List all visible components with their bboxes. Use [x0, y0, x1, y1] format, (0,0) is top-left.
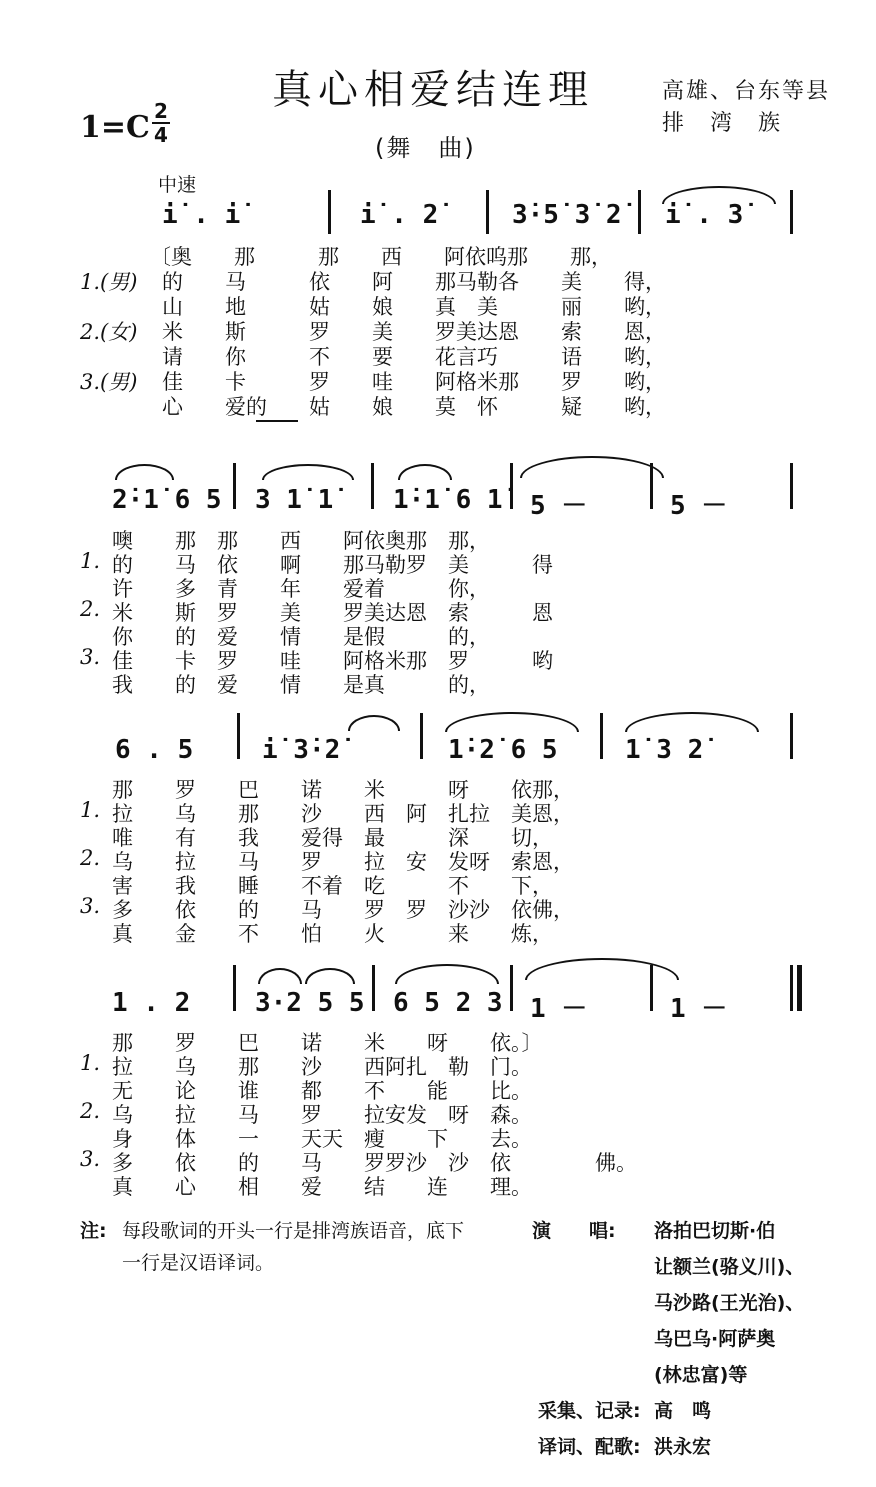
- song-title: 真心相爱结连理: [272, 67, 594, 113]
- barline: [233, 463, 236, 509]
- lyric-line: 真 金 不 怕 火 来 炼，: [112, 922, 553, 946]
- lyric-line: 许 多 青 年 爱着 你，: [112, 577, 490, 601]
- lyric-line: 〔奥 那 那 西 阿依呜那 那，: [150, 245, 612, 269]
- singer-line: 乌巴乌·阿萨奥: [654, 1328, 776, 1350]
- barline: [600, 713, 603, 759]
- lyric-line: 山 地 姑 娘 真 美 丽 哟，: [162, 295, 666, 319]
- song-subtitle: (舞 曲): [375, 134, 476, 162]
- barline: [233, 965, 236, 1011]
- measure-notes: 2̇·1̇ 6 5: [112, 485, 222, 515]
- measure-notes: i̇ 3̇·2̇: [262, 735, 341, 765]
- verse-label: 3.: [80, 645, 101, 669]
- lyric-line: 多 依 的 马 罗 罗 沙沙 依佛，: [112, 898, 574, 922]
- lyric-line: 那 罗 巴 诺 米 呀 依那，: [112, 778, 574, 802]
- barline: [237, 713, 240, 759]
- region-info: [662, 76, 830, 140]
- slur: [262, 464, 354, 480]
- verse-label: 1.: [80, 798, 101, 822]
- region-line-2: 排 湾 族: [662, 111, 783, 136]
- barline: [328, 190, 331, 234]
- lyric-line: 的 马 依 阿 那马勒各 美 得，: [162, 270, 666, 294]
- measure-notes: 6 5 2 3: [393, 988, 503, 1018]
- lyric-line: 佳 卡 罗 哇 阿格米那 罗 哟: [112, 649, 553, 673]
- note-text-2: 一行是汉语译词。: [122, 1252, 275, 1274]
- lyric-line: 无 论 谁 都 不 能 比。: [112, 1079, 532, 1103]
- verse-label: 1.: [80, 1051, 101, 1075]
- translator-name: 洪永宏: [654, 1436, 712, 1458]
- lyric-line: 真 心 相 爱 结 连 理。: [112, 1175, 532, 1199]
- region-line-1: 高雄、台东等县: [662, 79, 831, 104]
- lyric-line: 害 我 睡 不着 吃 不 下，: [112, 874, 553, 898]
- lyric-line: 你 的 爱 情 是假 的，: [112, 625, 490, 649]
- barline: [638, 190, 641, 234]
- measure-notes: 1̇ 3 2̇: [625, 735, 704, 765]
- measure-notes: 1 . 2: [112, 988, 191, 1018]
- lyric-line: 乌 拉 马 罗 拉安发 呀 森。: [112, 1103, 532, 1127]
- measure-notes: 1 －: [670, 994, 728, 1024]
- note-label: 注:: [80, 1220, 107, 1242]
- lyric-line: 请 你 不 要 花言巧 语 哟，: [162, 345, 666, 369]
- lyric-line: 唯 有 我 爱得 最 深 切，: [112, 826, 553, 850]
- slur: [348, 715, 400, 731]
- barline: [510, 463, 513, 509]
- final-barline: [797, 965, 802, 1011]
- measure-notes: 5 －: [670, 491, 728, 521]
- slur: [258, 968, 302, 984]
- lyric-line: 我 的 爱 情 是真 的，: [112, 673, 490, 697]
- time-sig-bottom: 4: [154, 123, 168, 147]
- measure-notes: 1 －: [530, 994, 588, 1024]
- slur: [525, 958, 679, 980]
- measure-notes: 5 －: [530, 491, 588, 521]
- singer-line: (林忠富)等: [654, 1364, 748, 1386]
- measure-3-notes: 3̇·5̇ 3̇ 2̇: [512, 200, 622, 230]
- slur: [115, 464, 174, 480]
- barline: [790, 713, 793, 759]
- slur: [395, 964, 499, 984]
- lyric-line: 拉 乌 那 沙 西 阿 扎拉 美恩，: [112, 802, 574, 826]
- slur: [398, 464, 452, 480]
- time-sig-top: 2: [154, 99, 168, 123]
- barline: [486, 190, 489, 234]
- measure-notes: 1̇·2̇ 6 5: [448, 735, 558, 765]
- note-text-1: 每段歌词的开头一行是排湾族语音，底下: [122, 1220, 465, 1242]
- verse-label: 2.: [80, 597, 101, 621]
- measure-2-notes: i̇ . 2̇: [360, 200, 439, 230]
- measure-notes: 3 1̇ 1̇: [255, 485, 334, 515]
- measure-notes: 3·2 5 5: [255, 988, 365, 1018]
- slur: [305, 968, 355, 984]
- slur: [520, 456, 664, 478]
- lyric-line: 米 斯 罗 美 罗美达恩 索 恩: [112, 601, 553, 625]
- singer-label: 演 唱:: [532, 1220, 616, 1242]
- singer-line: 马沙路(王光治)、: [654, 1292, 805, 1314]
- lyric-line: 多 依 的 马 罗罗沙 沙 依 佛。: [112, 1151, 637, 1175]
- collector-label: 采集、记录:: [538, 1400, 641, 1422]
- translator-label: 译词、配歌:: [538, 1436, 641, 1458]
- lyric-line: 噢 那 那 西 阿依奥那 那，: [112, 529, 490, 553]
- verse-label: 2.: [80, 846, 101, 870]
- slur: [445, 712, 579, 732]
- lyric-line: 佳 卡 罗 哇 阿格米那 罗 哟，: [162, 370, 666, 394]
- measure-4-notes: i̇ . 3̇: [665, 200, 744, 230]
- verse-label: 3.: [80, 894, 101, 918]
- lyric-line: 的 马 依 啊 那马勒罗 美 得: [112, 553, 553, 577]
- tempo-marking: 中速: [158, 174, 197, 196]
- verse-label: 1.(男): [80, 270, 138, 294]
- barline: [371, 463, 374, 509]
- measure-notes: 6 . 5: [115, 735, 194, 765]
- singer-line: 洛拍巴切斯·伯: [654, 1220, 776, 1242]
- verse-label: 1.: [80, 549, 101, 573]
- barline: [790, 965, 793, 1011]
- lyric-line: 乌 拉 马 罗 拉 安 发呀 索恩，: [112, 850, 574, 874]
- lyric-line: 心 爱的 姑 娘 莫 怀 疑 哟，: [162, 395, 666, 419]
- collector-name: 高 鸣: [654, 1400, 712, 1422]
- singer-line: 让额兰(骆义川)、: [654, 1256, 805, 1278]
- barline: [790, 463, 793, 509]
- measure-notes: 1̇·1̇ 6 1̇: [393, 485, 503, 515]
- barline: [510, 965, 513, 1011]
- barline: [420, 713, 423, 759]
- barline: [790, 190, 793, 234]
- slur: [625, 712, 759, 732]
- lyric-underline: [256, 420, 298, 422]
- verse-label: 2.(女): [80, 320, 138, 344]
- lyric-line: 那 罗 巴 诺 米 呀 依。〕: [112, 1031, 543, 1055]
- lyric-line: 米 斯 罗 美 罗美达恩 索 恩，: [162, 320, 666, 344]
- measure-1-notes: i̇ . i̇: [162, 200, 241, 230]
- key-signature: 1=C: [80, 110, 150, 145]
- lyric-line: 身 体 一 天天 瘦 下 去。: [112, 1127, 532, 1151]
- verse-label: 2.: [80, 1099, 101, 1123]
- lyric-line: 拉 乌 那 沙 西阿扎 勒 门。: [112, 1055, 532, 1079]
- barline: [372, 965, 375, 1011]
- verse-label: 3.(男): [80, 370, 138, 394]
- verse-label: 3.: [80, 1147, 101, 1171]
- time-signature: [150, 100, 172, 146]
